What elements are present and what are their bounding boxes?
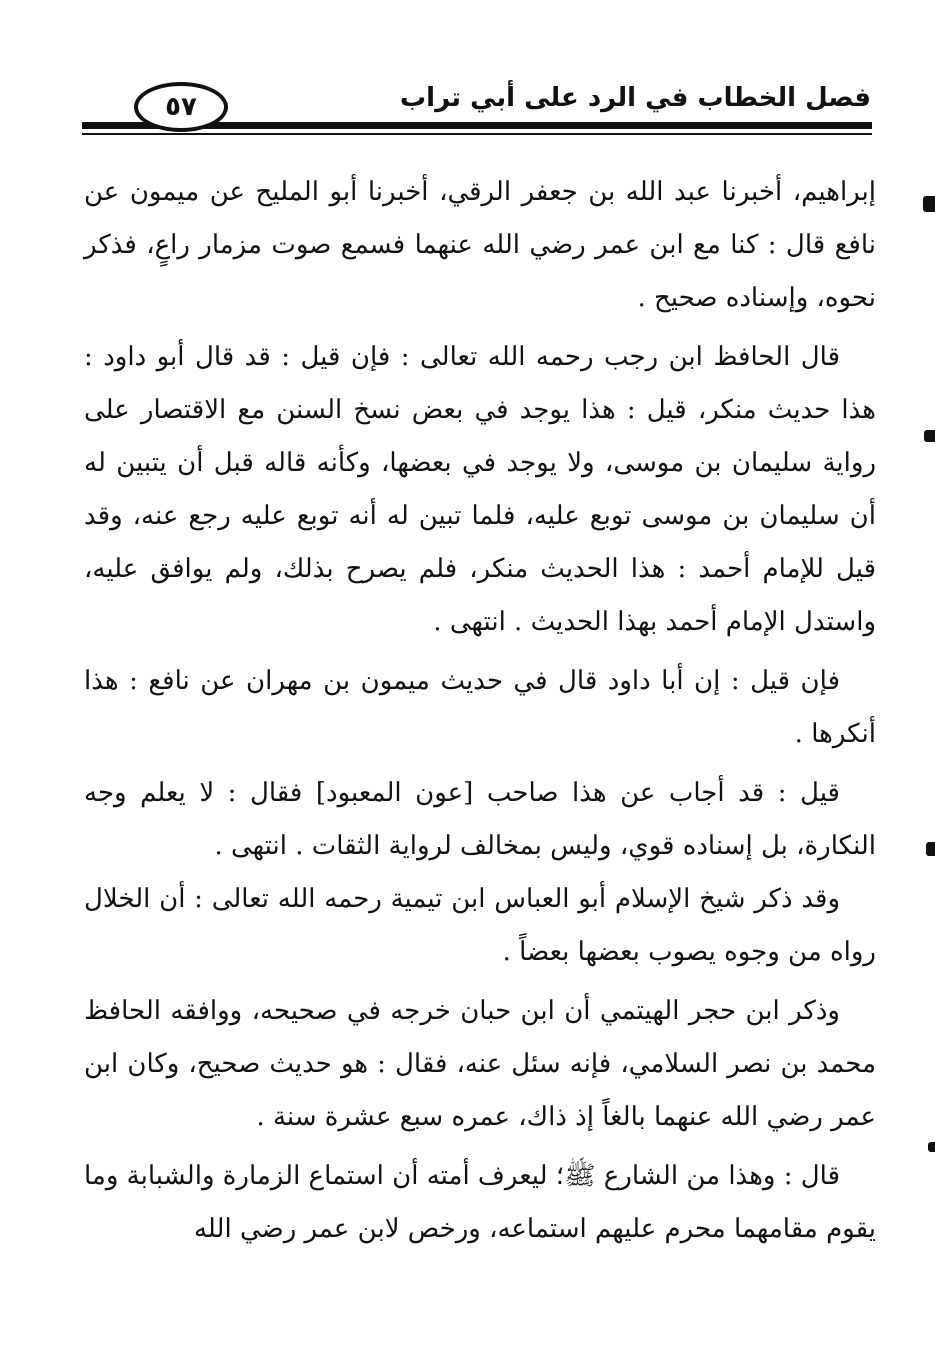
page-number-badge	[134, 82, 228, 132]
paragraph-3: فإن قيل : إن أبا داود قال في حديث ميمون بن مهران عن نافع : هذا أنكرها .	[84, 666, 876, 749]
paragraph-6: وذكر ابن حجر الهيتمي أن ابن حبان خرجه في صحيحه، ووافقه الحافظ محمد بن نصر السلامي، فإنه سئل عنه، فقال : هو حديث صحيح، وكان ابن عمر رضي الله عنهما بالغاً إذ ذاك، عمره سبع عشرة سنة .	[84, 996, 876, 1132]
paragraph-1: إبراهيم، أخبرنا عبد الله بن جعفر الرقي، أخبرنا أبو المليح عن ميمون عن نافع قال : كنا مع ابن عمر رضي الله عنهما فسمع صوت مزمار راعٍ، فذكر نحوه، وإسناده صحيح .	[84, 177, 876, 313]
paragraph-5: وقد ذكر شيخ الإسلام أبو العباس ابن تيمية رحمه الله تعالى : أن الخلال رواه من وجوه يصوب بعضها بعضاً .	[84, 884, 876, 967]
running-header-title: فصل الخطاب في الرد على أبي تراب	[400, 83, 871, 113]
binding-edge-mark	[924, 430, 935, 442]
binding-edge-mark	[926, 842, 935, 856]
header-rule-thin	[82, 133, 872, 135]
paragraph-4: قيل : قد أجاب عن هذا صاحب [عون المعبود] فقال : لا يعلم وجه النكارة، بل إسناده قوي، وليس بمخالف لرواية الثقات . انتهى .	[84, 778, 876, 861]
page-number: ٥٧	[165, 92, 197, 122]
paragraph-7: قال : وهذا من الشارع ﷺ؛ ليعرف أمته أن استماع الزمارة والشبابة وما يقوم مقامهما محرم عليهم استماعه، ورخص لابن عمر رضي الله	[84, 1161, 876, 1244]
body-text	[84, 166, 876, 1256]
paragraph-2: قال الحافظ ابن رجب رحمه الله تعالى : فإن قيل : قد قال أبو داود : هذا حديث منكر، قيل : هذا يوجد في بعض نسخ السنن مع الاقتصار على رواية سليمان بن موسى، ولا يوجد في بعضها، وكأنه قاله قبل أن يتبين له أن سليمان بن موسى توبع عليه، فلما تبين له أنه توبع عليه رجع عنه، وقد قيل للإمام أحمد : هذا الحديث منكر، فلم يصرح بذلك، ولم يوافق عليه، واستدل الإمام أحمد بهذا الحديث . انتهى .	[84, 342, 876, 637]
binding-edge-mark	[928, 1142, 935, 1152]
binding-edge-mark	[923, 196, 935, 212]
